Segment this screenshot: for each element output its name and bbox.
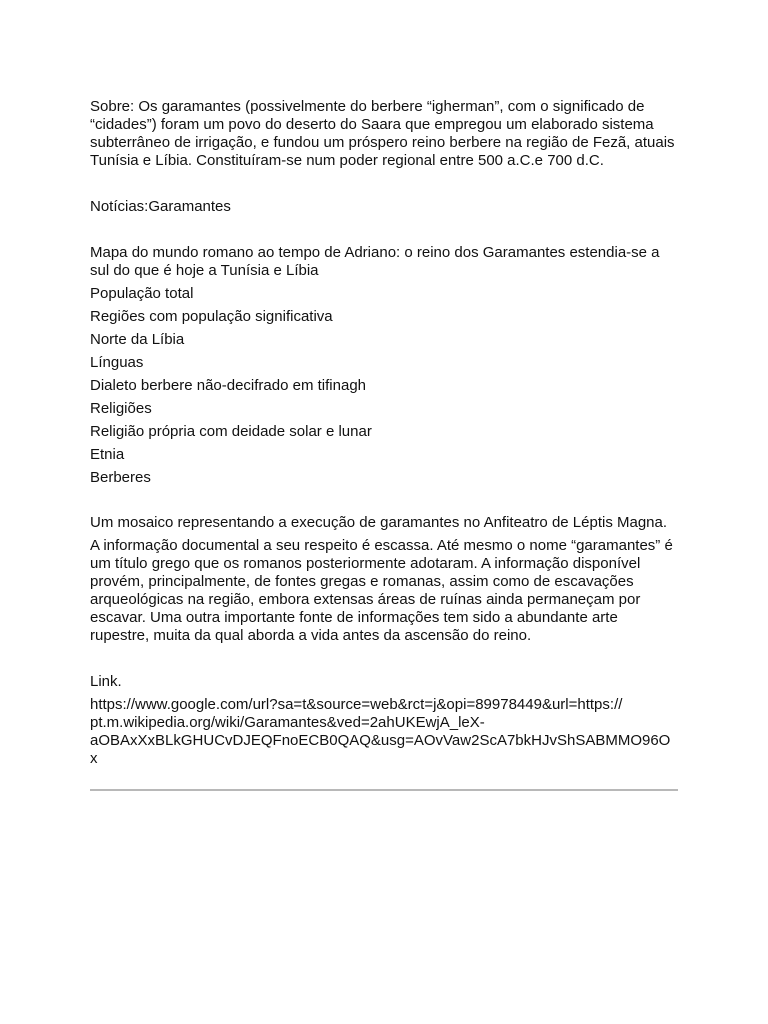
list-item: Línguas bbox=[90, 354, 144, 371]
list-item: Dialeto berbere não-decifrado em tifinagh bbox=[90, 377, 366, 394]
document-page bbox=[90, 98, 680, 768]
text-line: um título grego que os romanos posteriormente adotaram. A informação disponível bbox=[90, 555, 641, 572]
text-line: sul do que é hoje a Tunísia e Líbia bbox=[90, 262, 319, 279]
link-url-line[interactable]: aOBAxXxBLkGHUCvDJEQFnoECB0QAQ&usg=AOvVaw2ScA7bkHJvShSABMMO96O bbox=[90, 732, 671, 749]
horizontal-divider bbox=[90, 789, 678, 791]
list-item: Religiões bbox=[90, 400, 152, 417]
text-line: Notícias:Garamantes bbox=[90, 198, 231, 215]
text-line: Um mosaico representando a execução de garamantes no Anfiteatro de Léptis Magna. bbox=[90, 514, 668, 531]
list-item: Norte da Líbia bbox=[90, 331, 185, 348]
text-line: subterrâneo de irrigação, e fundou um próspero reino berbere na região de Fezã, atuais bbox=[90, 134, 675, 151]
link-url[interactable] bbox=[90, 696, 680, 768]
infobox-list bbox=[90, 282, 680, 489]
info-paragraph bbox=[90, 537, 680, 645]
text-line: rupestre, muita da qual aborda a vida antes da ascensão do reino. bbox=[90, 627, 532, 644]
text-line: Tunísia e Líbia. Constituíram-se num poder regional entre 500 a.C.e 700 d.C. bbox=[90, 152, 604, 169]
text-line: Sobre: Os garamantes (possivelmente do berbere “igherman”, com o significado de bbox=[90, 98, 645, 115]
link-label bbox=[90, 673, 680, 691]
list-item: Berberes bbox=[90, 469, 151, 486]
text-line: Link. bbox=[90, 673, 122, 690]
list-item: Etnia bbox=[90, 446, 125, 463]
link-url-line[interactable]: x bbox=[90, 750, 98, 767]
news-label bbox=[90, 198, 680, 216]
list-item: Religião própria com deidade solar e lunar bbox=[90, 423, 372, 440]
link-url-line[interactable]: https://www.google.com/url?sa=t&source=web&rct=j&opi=89978449&url=https:// bbox=[90, 696, 623, 713]
text-line: A informação documental a seu respeito é escassa. Até mesmo o nome “garamantes” é bbox=[90, 537, 673, 554]
link-url-line[interactable]: pt.m.wikipedia.org/wiki/Garamantes&ved=2ahUKEwjA_leX- bbox=[90, 714, 485, 731]
mosaic-caption bbox=[90, 514, 680, 532]
list-item: Regiões com população significativa bbox=[90, 308, 333, 325]
map-caption bbox=[90, 244, 680, 280]
text-line: provém, principalmente, de fontes gregas e romanas, assim como de escavações bbox=[90, 573, 634, 590]
list-item: População total bbox=[90, 285, 194, 302]
text-line: “cidades”) foram um povo do deserto do Saara que empregou um elaborado sistema bbox=[90, 116, 654, 133]
about-paragraph bbox=[90, 98, 680, 170]
text-line: Mapa do mundo romano ao tempo de Adriano: o reino dos Garamantes estendia-se a bbox=[90, 244, 660, 261]
text-line: arqueológicas na região, embora extensas áreas de ruínas ainda permaneçam por bbox=[90, 591, 641, 608]
text-line: escavar. Uma outra importante fonte de informações tem sido a abundante arte bbox=[90, 609, 618, 626]
